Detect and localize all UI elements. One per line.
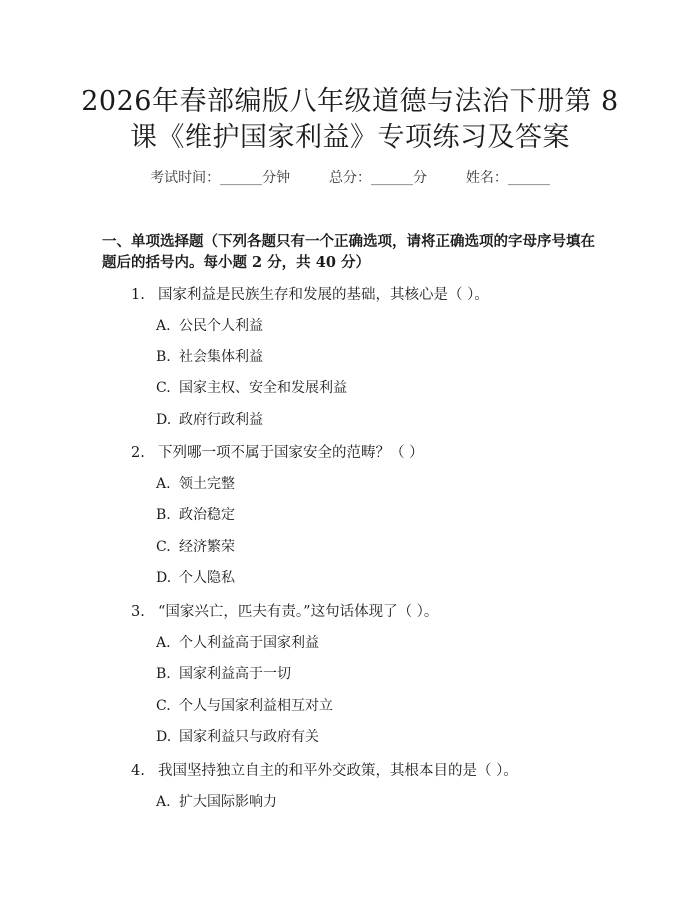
section-heading: 一、单项选择题（下列各题只有一个正确选项，请将正确选项的字母序号填在题后的括号内。每小题 2 分，共 40 分） bbox=[102, 233, 595, 271]
question-text: 下列哪一项不属于国家安全的范畴？（ ） bbox=[158, 445, 424, 461]
document-title-line-2: 课《维护国家利益》专项练习及答案 bbox=[130, 122, 570, 153]
question-number: 1. bbox=[131, 287, 145, 303]
question-2 bbox=[131, 441, 424, 462]
option-2a: A. 领土完整 bbox=[156, 476, 235, 492]
option-4a: A. 扩大国际影响力 bbox=[156, 794, 277, 810]
question-number: 2. bbox=[131, 445, 145, 461]
exam-info bbox=[0, 167, 700, 187]
question-3 bbox=[131, 600, 438, 621]
question-text: 国家利益是民族生存和发展的基础，其核心是（ ）。 bbox=[158, 287, 489, 303]
question-number: 4. bbox=[131, 763, 145, 779]
question-4 bbox=[131, 759, 518, 780]
question-number: 3. bbox=[131, 604, 145, 620]
option-3b: B. 国家利益高于一切 bbox=[156, 666, 291, 682]
option-1d: D. 政府行政利益 bbox=[156, 412, 263, 428]
document-title-line-1: 2026年春部编版八年级道德与法治下册第 8 bbox=[81, 86, 619, 117]
option-3c: C. 个人与国家利益相互对立 bbox=[156, 698, 333, 714]
option-1c: C. 国家主权、安全和发展利益 bbox=[156, 380, 347, 396]
exam-score: 总分：______分 bbox=[329, 170, 427, 186]
option-2b: B. 政治稳定 bbox=[156, 507, 235, 523]
exam-name: 姓名：______ bbox=[465, 170, 550, 186]
exam-time: 考试时间：______分钟 bbox=[150, 170, 291, 186]
option-1b: B. 社会集体利益 bbox=[156, 349, 263, 365]
option-3a: A. 个人利益高于国家利益 bbox=[156, 635, 319, 651]
question-text: “国家兴亡，匹夫有责。”这句话体现了（ ）。 bbox=[158, 604, 439, 620]
option-2d: D. 个人隐私 bbox=[156, 570, 235, 586]
question-text: 我国坚持独立自主的和平外交政策，其根本目的是（ ）。 bbox=[158, 763, 518, 779]
question-1 bbox=[131, 283, 489, 304]
option-2c: C. 经济繁荣 bbox=[156, 539, 235, 555]
option-1a: A. 公民个人利益 bbox=[156, 318, 263, 334]
option-3d: D. 国家利益只与政府有关 bbox=[156, 729, 319, 745]
